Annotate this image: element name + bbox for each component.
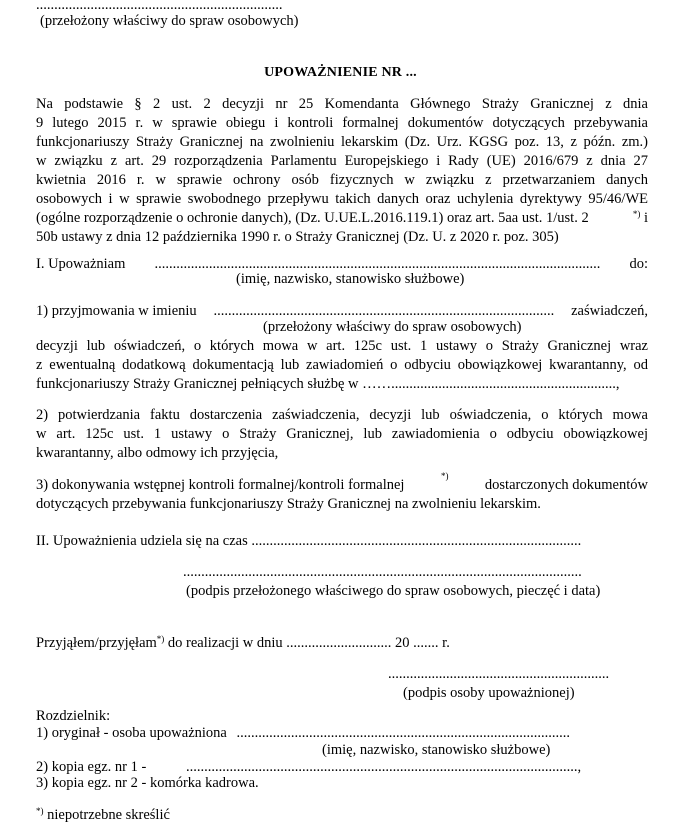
signature1-dots: .............................................................................................................. <box>183 564 582 580</box>
section1-dots: ........................................................................................................................... <box>154 256 601 272</box>
distribution-item3: 3) kopia egz. nr 2 - komórka kadrowa. <box>36 775 259 791</box>
item1-sublabel: (przełożony właściwy do spraw osobowych) <box>263 319 522 335</box>
footnote-marker: *) <box>36 806 44 816</box>
preamble-line: osobowych i w sprawie swobodnego przepływu takich danych oraz uchylenia dyrektywy 95/46/WE <box>36 191 648 207</box>
accept-post: do realizacji w dniu ............................. 20 ....... r. <box>164 635 450 651</box>
footnote-text: niepotrzebne skreślić <box>43 807 170 823</box>
preamble-line: kwietnia 2016 r. w sprawie ochrony osób fizycznych w związku z przetwarzaniem danych <box>36 172 648 188</box>
item1-start: 1) przyjmowania w imieniu <box>36 303 197 319</box>
distribution-item1-dots: ............................................................................................ <box>236 725 570 741</box>
header-dots: .................................................................... <box>36 0 283 13</box>
footnote-marker: *) <box>440 471 449 481</box>
section1-sublabel: (imię, nazwisko, stanowisko służbowe) <box>236 271 465 287</box>
item2-text-line: 2) potwierdzania faktu dostarczenia zaświadczenia, decyzji lub oświadczenia, o których mowa <box>36 407 648 423</box>
item1-dots: .............................................................................................. <box>213 303 555 319</box>
signature2-label: (podpis osoby upoważnionej) <box>403 685 575 701</box>
header-label: (przełożony właściwy do spraw osobowych) <box>40 13 299 29</box>
preamble-line: 9 lutego 2015 r. w sprawie obiegu i kontroli formalnej dokumentów dotyczących przebywania <box>36 115 648 131</box>
distribution-item2-dots: ............................................................................................................, <box>185 759 582 775</box>
document-title: UPOWAŻNIENIE NR ... <box>264 65 417 80</box>
item3-line1-pre: 3) dokonywania wstępnej kontroli formalnej/kontroli formalnej <box>36 477 405 493</box>
section1-label: I. Upoważniam <box>36 256 126 272</box>
distribution-item2-label: 2) kopia egz. nr 1 - <box>36 759 147 775</box>
accept-pre: Przyjąłem/przyjęłam <box>36 635 157 651</box>
footnote-marker: *) <box>156 634 165 644</box>
item2-text-line: kwarantanny, albo odmowy ich przyjęcia, <box>36 445 279 461</box>
footnote <box>36 806 170 825</box>
distribution-item1-sublabel: (imię, nazwisko, stanowisko służbowe) <box>322 742 551 758</box>
preamble-line: 50b ustawy z dnia 12 października 1990 r. o Straży Granicznej (Dz. U. z 2020 r. poz. 305) <box>36 229 559 245</box>
preamble-line <box>36 209 648 228</box>
section2-line: II. Upoważnienia udziela się na czas ........................................................................................... <box>36 533 582 549</box>
signature1-label: (podpis przełożonego właściwego do spraw osobowych, pieczęć i data) <box>186 583 601 599</box>
item1-text-line: z ewentualną dodatkową dokumentacją lub zawiadomień o odbyciu obowiązkowej kwarantanny, od <box>36 357 648 373</box>
preamble-line: w związku z art. 29 rozporządzenia Parlamentu Europejskiego i Rady (UE) 2016/679 z dnia 27 <box>36 153 648 169</box>
item3-line2: dotyczących przebywania funkcjonariuszy Straży Granicznej na zwolnieniu lekarskim. <box>36 496 541 512</box>
preamble-line: Na podstawie § 2 ust. 2 decyzji nr 25 Komendanta Głównego Straży Granicznej z dnia <box>36 96 648 112</box>
item2-text-line: w art. 125c ust. 1 ustawy o Straży Granicznej, lub zawiadomienia o odbyciu obowiązkowej <box>36 426 648 442</box>
preamble-line: funkcjonariuszy Straży Granicznej na zwolnieniu lekarskim (Dz. Urz. KGSG poz. 13, z późn. zm.) <box>36 134 648 150</box>
preamble-line-text: (ogólne rozporządzenie o ochronie danych), (Dz. U.UE.L.2016.119.1) oraz art. 5aa ust. 1/ust. 2 <box>36 210 589 226</box>
item3-line1-post: dostarczonych dokumentów <box>484 477 648 493</box>
footnote-marker: *) <box>632 209 641 219</box>
distribution-heading: Rozdzielnik: <box>36 708 111 724</box>
accept-line <box>36 634 450 653</box>
item1-text-line: decyzji lub oświadczeń, o których mowa w art. 125c ust. 1 ustawy o Straży Granicznej wraz <box>36 338 648 354</box>
item1-end: zaświadczeń, <box>571 303 648 319</box>
preamble-line-end <box>633 209 648 228</box>
preamble-tail: i <box>640 210 648 226</box>
item3-line <box>36 471 648 495</box>
item1-text-line: funkcjonariuszy Straży Granicznej pełniących służbę w …….............................................................., <box>36 376 620 392</box>
section1-end: do: <box>629 256 648 272</box>
distribution-item1-label: 1) oryginał - osoba upoważniona <box>36 725 227 741</box>
signature2-dots: ............................................................. <box>388 666 610 682</box>
